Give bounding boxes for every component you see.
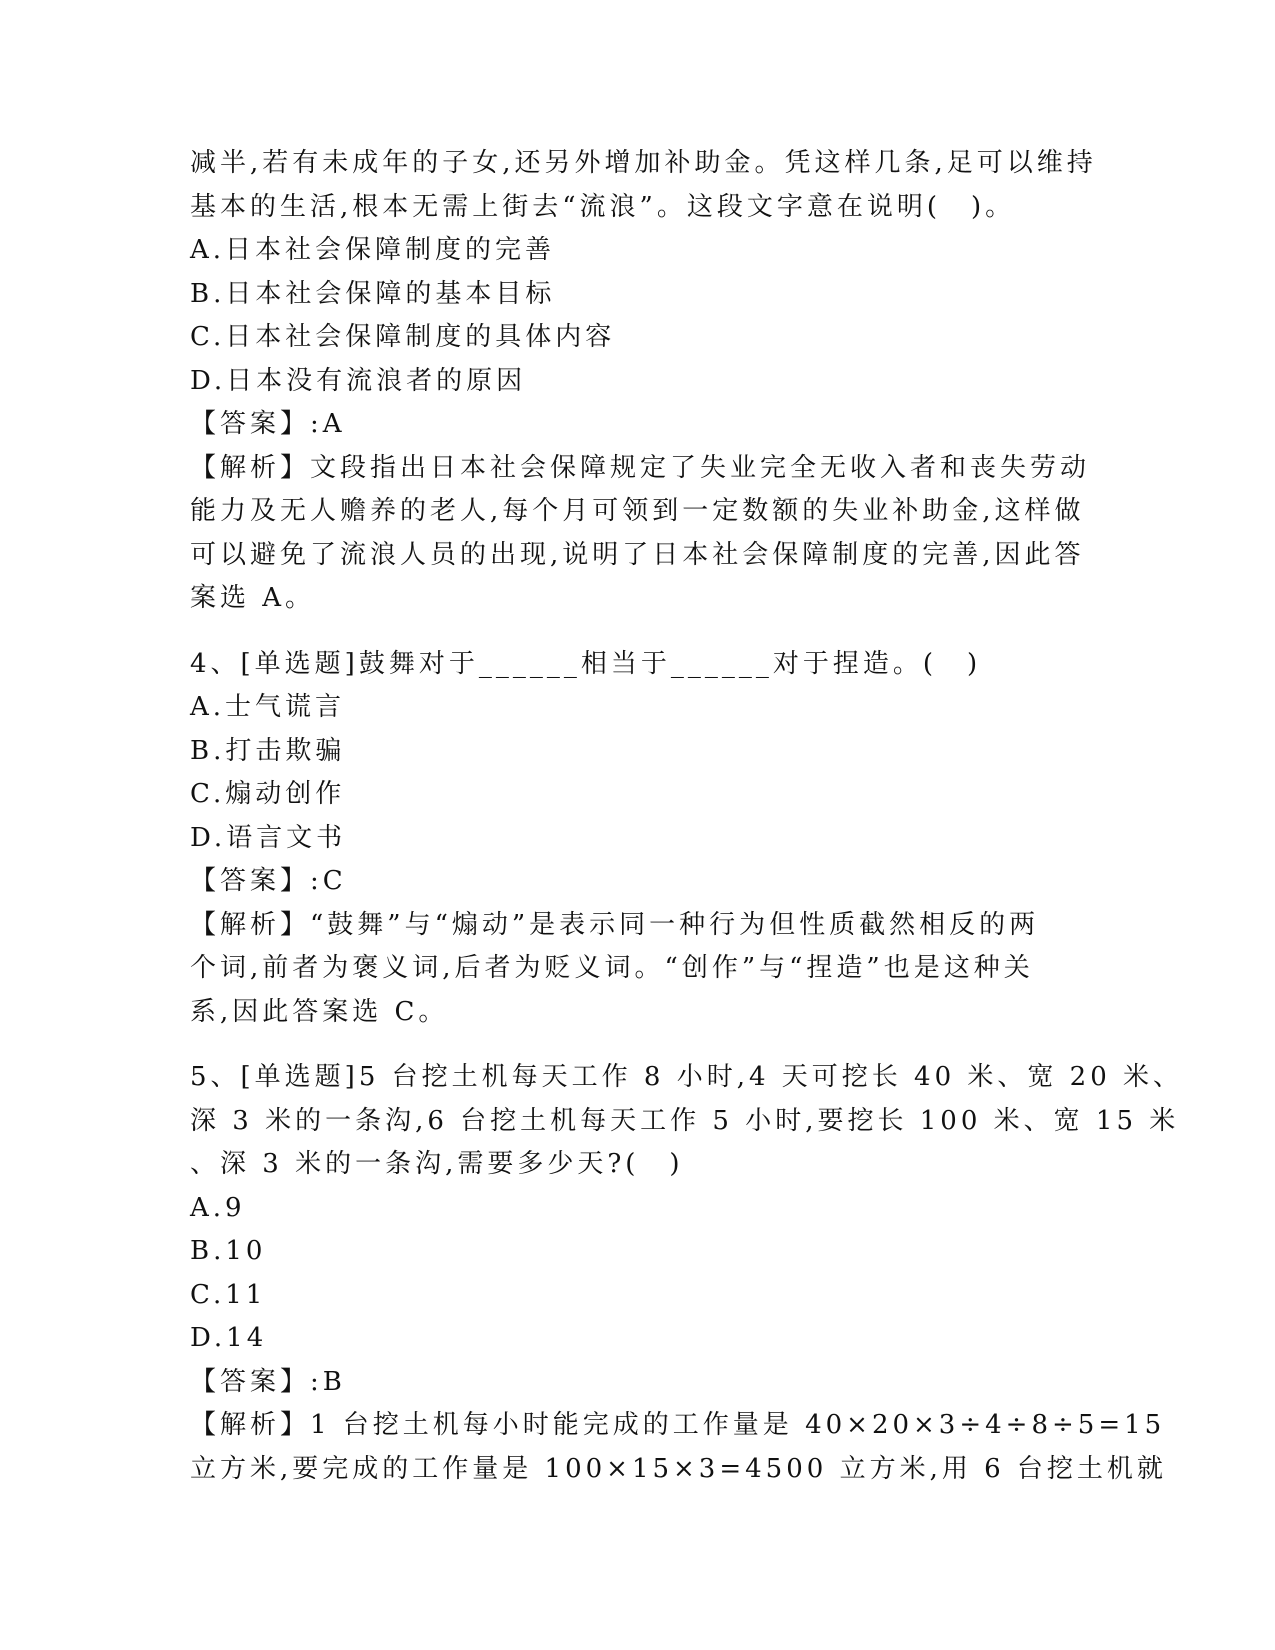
option-a: A.9	[190, 1192, 246, 1223]
analysis-line: 系,因此答案选 C。	[190, 996, 449, 1027]
option-d: D.14	[190, 1323, 268, 1353]
analysis-line: 【解析】“鼓舞”与“煽动”是表示同一种行为但性质截然相反的两	[190, 909, 1040, 940]
question-spacer	[190, 1034, 1085, 1056]
question-stem-line: 、深 3 米的一条沟,需要多少天?( )	[190, 1149, 684, 1179]
option-b: B.打击欺骗	[190, 735, 346, 766]
analysis-line: 个词,前者为褒义词,后者为贬义词。“创作”与“捏造”也是这种关	[190, 953, 1034, 983]
option-d: D.日本没有流浪者的原因	[190, 365, 527, 396]
answer-line: 【答案】:C	[190, 866, 347, 896]
question-stem-line: 5、[单选题]5 台挖土机每天工作 8 小时,4 天可挖长 40 米、宽 20 米、	[190, 1062, 1184, 1092]
option-a: A.日本社会保障制度的完善	[190, 235, 556, 265]
question-stem-line: 基本的生活,根本无需上街去“流浪”。这段文字意在说明( )。	[190, 191, 1016, 222]
option-a: A.士气谎言	[190, 692, 346, 722]
analysis-line: 案选 A。	[190, 583, 316, 613]
answer-line: 【答案】:B	[190, 1366, 346, 1397]
analysis-line: 可以避免了流浪人员的出现,说明了日本社会保障制度的完善,因此答	[190, 539, 1085, 570]
analysis-line: 【解析】文段指出日本社会保障规定了失业完全无收入者和丧失劳动	[190, 452, 1091, 483]
question-4	[190, 643, 1085, 1035]
option-b: B.10	[190, 1236, 267, 1266]
analysis-line: 能力及无人赡养的老人,每个月可领到一定数额的失业补助金,这样做	[190, 496, 1085, 526]
question-spacer	[190, 621, 1085, 643]
analysis-line: 立方米,要完成的工作量是 100×15×3=4500 立方米,用 6 台挖土机就	[190, 1453, 1167, 1484]
option-d: D.语言文书	[190, 822, 347, 853]
question-stem-line: 减半,若有未成年的子女,还另外增加补助金。凭这样几条,足可以维持	[190, 148, 1097, 178]
option-b: B.日本社会保障的基本目标	[190, 278, 556, 309]
document-page	[190, 142, 1184, 1491]
question-5	[190, 1056, 1184, 1491]
analysis-line: 【解析】1 台挖土机每小时能完成的工作量是 40×20×3÷4÷8÷5=15	[190, 1410, 1166, 1440]
question-stem-line: 4、[单选题]鼓舞对于______相当于______对于捏造。( )	[190, 648, 982, 679]
answer-line: 【答案】:A	[190, 409, 346, 439]
question-3	[190, 142, 1097, 621]
option-c: C.11	[190, 1279, 267, 1310]
option-c: C.日本社会保障制度的具体内容	[190, 322, 616, 352]
question-stem-line: 深 3 米的一条沟,6 台挖土机每天工作 5 小时,要挖长 100 米、宽 15 米	[190, 1105, 1180, 1136]
option-c: C.煽动创作	[190, 779, 346, 809]
